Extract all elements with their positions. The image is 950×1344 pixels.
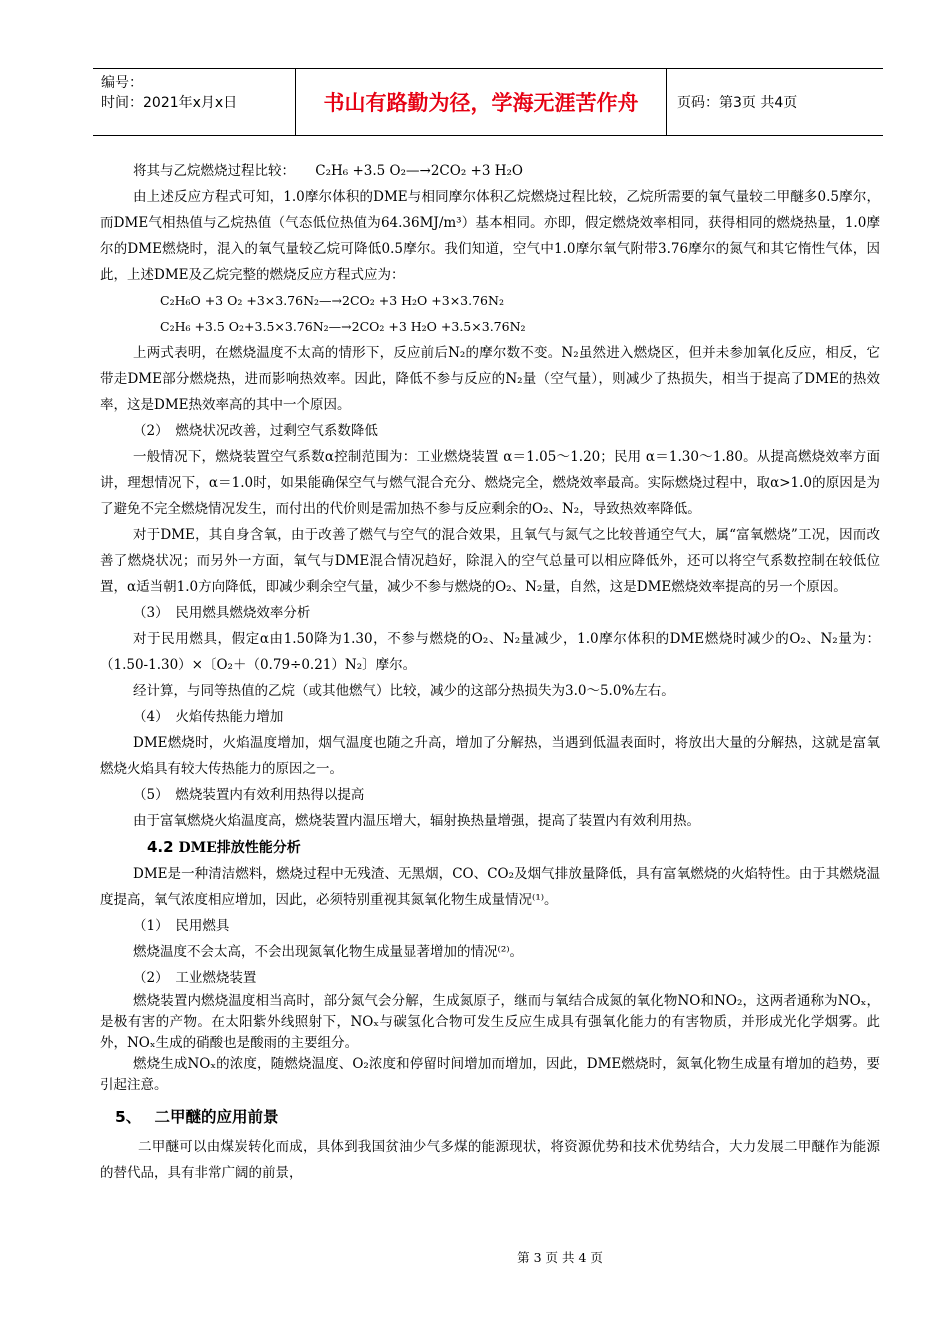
paragraph: 对于民用燃具，假定α由1.50降为1.30，不参与燃烧的O₂、N₂量减少，1.0摩尔体积的DME燃烧时减少的O₂、N₂量为：（1.50-1.30）×〔O₂＋（0.79÷0.21）N₂〕摩尔。 bbox=[100, 631, 880, 673]
subsection-heading: （3） 民用燃具燃烧效率分析 bbox=[133, 605, 311, 621]
header-motto: 书山有路勤为径，学海无涯苦作舟 bbox=[295, 69, 667, 135]
header-page-label: 页码：第3页 共4页 bbox=[677, 95, 798, 111]
section-number: 4.2 bbox=[147, 838, 174, 856]
section-title: DME排放性能分析 bbox=[178, 840, 301, 856]
equation: C₂H₆ +3.5 O₂+3.5×3.76N₂—→2CO₂ +3 H₂O +3.5×3.76N₂ bbox=[160, 319, 526, 334]
subsection-heading: （2） 燃烧状况改善，过剩空气系数降低 bbox=[133, 423, 378, 439]
section-heading-4-2 bbox=[100, 834, 880, 861]
subsection-heading: （2） 工业燃烧装置 bbox=[133, 970, 257, 986]
document-body bbox=[100, 158, 880, 1186]
header-meta bbox=[93, 69, 295, 135]
subsection-heading: （4） 火焰传热能力增加 bbox=[133, 709, 284, 725]
page-footer: 第 3 页 共 4 页 bbox=[517, 1250, 603, 1265]
page-header bbox=[93, 68, 883, 136]
paragraph: 由上述反应方程式可知，1.0摩尔体积的DME与相同摩尔体积乙烷燃烧过程比较，乙烷所需要的氧气量较二甲醚多0.5摩尔，而DME气相热值与乙烷热值（气态低位热值为64.36MJ/m³）基本相同。亦即，假定燃烧效率相同，获得相同的燃烧热量，1.0摩尔的DME燃烧时，混入的氧气量较乙烷可降低0.5摩尔。我们知道，空气中1.0摩尔氧气附带3.76摩尔的氮气和其它惰性气体，因此，上述DME及乙烷完整的燃烧反应方程式应为： bbox=[100, 189, 880, 283]
document-number-label: 编号： bbox=[101, 75, 143, 91]
paragraph: 二甲醚可以由煤炭转化而成，具体到我国贫油少气多煤的能源现状，将资源优势和技术优势结合，大力发展二甲醚作为能源的替代品，具有非常广阔的前景， bbox=[100, 1139, 880, 1181]
subsection-heading: （1） 民用燃具 bbox=[133, 918, 230, 934]
paragraph: 将其与乙烷燃烧过程比较： C₂H₆ +3.5 O₂—→2CO₂ +3 H₂O bbox=[133, 163, 523, 179]
section-heading-5 bbox=[100, 1100, 880, 1134]
equation: C₂H₆O +3 O₂ +3×3.76N₂—→2CO₂ +3 H₂O +3×3.76N₂ bbox=[160, 293, 504, 308]
paragraph: 燃烧温度不会太高，不会出现氮氧化物生成量显著增加的情况⁽²⁾。 bbox=[133, 944, 524, 960]
paragraph: 上两式表明，在燃烧温度不太高的情形下，反应前后N₂的摩尔数不变。N₂虽然进入燃烧区，但并未参加氧化反应，相反，它带走DME部分燃烧热，进而影响热效率。因此，降低不参与反应的N₂量（空气量），则减少了热损失，相当于提高了DME的热效率，这是DME热效率高的其中一个原因。 bbox=[100, 345, 880, 413]
paragraph: DME是一种清洁燃料，燃烧过程中无残渣、无黑烟，CO、CO₂及烟气排放量降低，具有富氧燃烧的火焰特性。由于其燃烧温度提高，氧气浓度相应增加，因此，必须特别重视其氮氧化物生成量情况⁽¹⁾。 bbox=[100, 866, 880, 908]
document-time-label: 时间：2021年x月x日 bbox=[101, 95, 238, 111]
paragraph: 燃烧装置内燃烧温度相当高时，部分氮气会分解，生成氮原子，继而与氧结合成氮的氧化物NO和NO₂，这两者通称为NOₓ，是极有害的产物。在太阳紫外线照射下，NOₓ与碳氢化合物可发生反应生成具有强氧化能力的有害物质，并形成光化学烟雾。此外，NOₓ生成的硝酸也是酸雨的主要组分。 bbox=[100, 993, 880, 1051]
paragraph: DME燃烧时，火焰温度增加，烟气温度也随之升高，增加了分解热，当遇到低温表面时，将放出大量的分解热，这就是富氧燃烧火焰具有较大传热能力的原因之一。 bbox=[100, 735, 880, 777]
paragraph: 由于富氧燃烧火焰温度高，燃烧装置内温压增大，辐射换热量增强，提高了装置内有效利用热。 bbox=[133, 813, 700, 829]
section-number: 5、 bbox=[115, 1108, 134, 1126]
subsection-heading: （5） 燃烧装置内有效利用热得以提高 bbox=[133, 787, 365, 803]
section-title: 二甲醚的应用前景 bbox=[154, 1108, 279, 1126]
paragraph: 一般情况下，燃烧装置空气系数α控制范围为：工业燃烧装置 α＝1.05～1.20；民用 α＝1.30～1.80。从提高燃烧效率方面讲，理想情况下，α＝1.0时，如果能确保空气与燃气混合充分、燃烧完全，燃烧效率最高。实际燃烧过程中，取α>1.0的原因是为了避免不完全燃烧情况发生，而付出的代价则是需加热不参与反应剩余的O₂、N₂，导致热效率降低。 bbox=[100, 449, 880, 517]
paragraph: 燃烧生成NOₓ的浓度，随燃烧温度、O₂浓度和停留时间增加而增加，因此，DME燃烧时，氮氧化物生成量有增加的趋势，要引起注意。 bbox=[100, 1056, 880, 1093]
paragraph: 经计算，与同等热值的乙烷（或其他燃气）比较，减少的这部分热损失为3.0～5.0%左右。 bbox=[133, 683, 675, 699]
paragraph: 对于DME，其自身含氧，由于改善了燃气与空气的混合效果，且氧气与氮气之比较普通空气大，属“富氧燃烧”工况，因而改善了燃烧状况；而另外一方面，氧气与DME混合情况趋好，除混入的空气总量可以相应降低外，还可以将空气系数控制在较低位置，α适当朝1.0方向降低，即减少剩余空气量，减少不参与燃烧的O₂、N₂量，自然，这是DME燃烧效率提高的另一个原因。 bbox=[100, 527, 880, 595]
